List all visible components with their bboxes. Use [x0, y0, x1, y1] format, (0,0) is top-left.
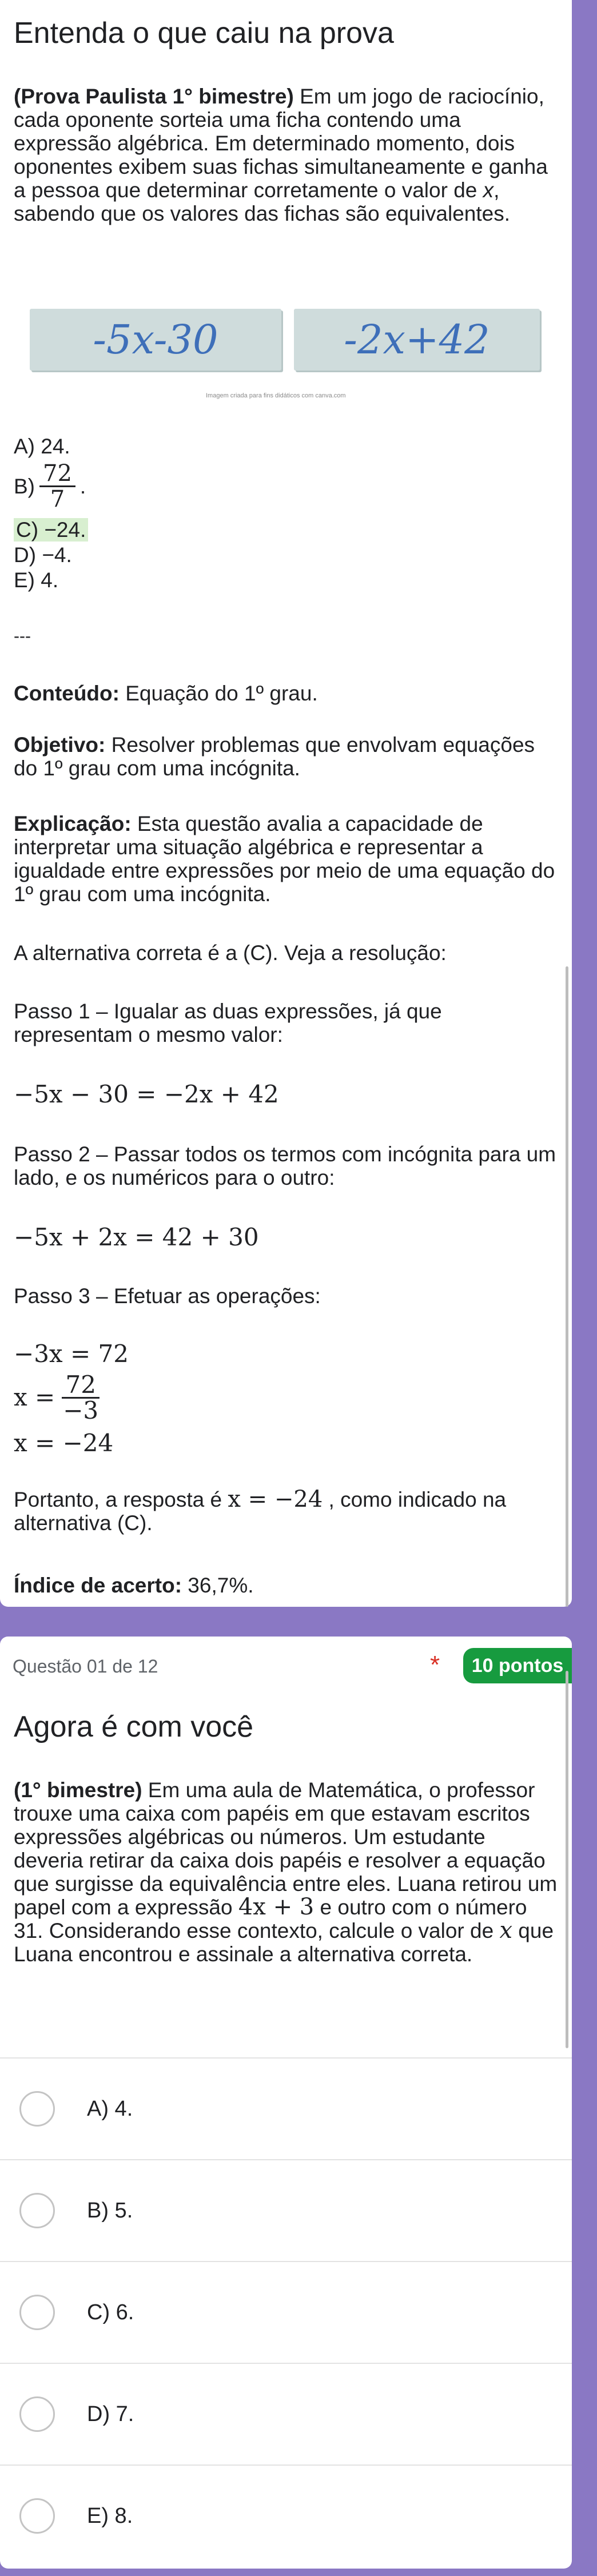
- answer-option-d[interactable]: [0, 2364, 572, 2464]
- objective-label: Objetivo:: [14, 733, 106, 757]
- step-2: Passo 2 – Passar todos os termos com incógnita para um lado, e os numéricos para o outro:: [14, 1142, 556, 1189]
- question-counter: Questão 01 de 12: [13, 1656, 158, 1677]
- step-3-line-3: x = −24: [14, 1429, 114, 1457]
- option-label: B) 5.: [87, 2198, 133, 2223]
- radio-button[interactable]: [19, 2396, 55, 2432]
- question-statement: [14, 1778, 558, 1966]
- answer-option-b[interactable]: [0, 2160, 572, 2261]
- question-end: , sabendo que os valores das fichas são equivalentes.: [14, 178, 511, 225]
- question-text: Em uma aula de Matemática, o professor trouxe uma caixa com papéis em que estavam escritos expressões algébricas ou números. Um estudante deveria retirar da caixa dois papéis e resolver a equação que surgisse da equivalência entre eles. Luana retirou um papel com a expressão: [14, 1778, 558, 1919]
- objective-line: [14, 733, 558, 780]
- fraction-denominator: 7: [50, 485, 65, 512]
- radio-button[interactable]: [19, 2193, 55, 2228]
- success-rate-value: 36,7%.: [182, 1574, 254, 1597]
- conclusion: [14, 1488, 558, 1535]
- step-3-line-1: −3x = 72: [14, 1340, 129, 1368]
- required-asterisk-icon: *: [430, 1651, 440, 1679]
- conclusion-end: , como indicado na alternativa (C).: [14, 1488, 507, 1535]
- step-3-lhs: x =: [14, 1383, 55, 1411]
- question-variable: x: [483, 178, 494, 202]
- question-text: Em um jogo de raciocínio, cada oponente sorteia uma ficha contendo uma expressão algébrica. Em determinado momento, dois oponentes exibem suas fichas simultaneamente e ganha a pessoa que determinar corretamente o valor de: [14, 85, 548, 202]
- question-title: Agora é com você: [14, 1710, 254, 1743]
- alternative-b: [14, 457, 558, 515]
- question-statement: [14, 85, 558, 225]
- alternative-a: A) 24.: [14, 435, 70, 458]
- separator: ---: [14, 627, 31, 646]
- success-rate-label: Índice de acerto:: [14, 1574, 182, 1597]
- fraction-denominator: −3: [63, 1396, 99, 1424]
- step-1-equation: −5x − 30 = −2x + 42: [14, 1080, 279, 1108]
- answer-option-c[interactable]: [0, 2262, 572, 2363]
- image-credit: Imagem criada para fins didáticos com canva.com: [206, 392, 346, 399]
- alternative-b-suffix: .: [79, 474, 86, 498]
- radio-button[interactable]: [19, 2091, 55, 2127]
- radio-button[interactable]: [19, 2498, 55, 2534]
- question-source: (Prova Paulista 1° bimestre): [14, 85, 294, 108]
- alternative-e: E) 4.: [14, 568, 59, 592]
- question-middle: e outro com o número 31. Considerando esse contexto, calcule o valor de: [14, 1896, 527, 1942]
- correct-alternative-highlight: C) −24.: [14, 518, 88, 542]
- expression-tile-right: -2x+42: [294, 309, 540, 371]
- question-variable: x: [499, 1917, 513, 1944]
- answer-option-a[interactable]: [0, 2059, 572, 2159]
- points-badge: 10 pontos: [463, 1648, 572, 1683]
- resolution-intro: A alternativa correta é a (C). Veja a resolução:: [14, 941, 447, 965]
- card-scrollbar[interactable]: [566, 966, 568, 1607]
- fraction-numerator: 72: [62, 1373, 99, 1399]
- alternative-d: D) −4.: [14, 543, 72, 567]
- option-label: E) 8.: [87, 2503, 133, 2528]
- success-rate: [14, 1574, 558, 1597]
- card-scrollbar[interactable]: [566, 1671, 568, 2048]
- fraction-numerator: 72: [39, 461, 75, 487]
- alternative-c: [14, 518, 558, 542]
- radio-button[interactable]: [19, 2295, 55, 2330]
- option-label: C) 6.: [87, 2300, 134, 2324]
- step-1: Passo 1 – Igualar as duas expressões, já que representam o mesmo valor:: [14, 1000, 442, 1046]
- conclusion-start: Portanto, a resposta é: [14, 1488, 228, 1511]
- question-source: (1° bimestre): [14, 1778, 142, 1802]
- explanation-label: Explicação:: [14, 812, 132, 835]
- explanation-line: [14, 812, 558, 906]
- content-text: Equação do 1º grau.: [119, 682, 318, 705]
- option-label: A) 4.: [87, 2096, 133, 2121]
- alternative-b-prefix: B): [14, 474, 35, 498]
- explanation-text: Esta questão avalia a capacidade de interpretar uma situação algébrica e representar a igualdade entre expressões por meio de uma equação do 1º grau com uma incógnita.: [14, 812, 555, 906]
- expression-tile-left: -5x-30: [30, 309, 281, 371]
- objective-text: Resolver problemas que envolvam equações do 1º grau com uma incógnita.: [14, 733, 535, 780]
- section-title: Entenda o que caiu na prova: [14, 17, 394, 50]
- step-2-equation: −5x + 2x = 42 + 30: [14, 1223, 259, 1251]
- answer-option-e[interactable]: [0, 2466, 572, 2566]
- step-3: Passo 3 – Efetuar as operações:: [14, 1284, 321, 1308]
- option-label: D) 7.: [87, 2402, 134, 2426]
- question-expression: 4x + 3: [238, 1894, 315, 1920]
- step-3-fraction: [59, 1370, 102, 1424]
- content-label: Conteúdo:: [14, 682, 120, 705]
- step-3-line-2: [14, 1369, 558, 1426]
- question-card: [0, 1637, 572, 2569]
- content-line: [14, 682, 558, 705]
- alternative-b-fraction: [39, 461, 75, 511]
- question-end: que Luana encontrou e assinale a alternativa correta.: [14, 1919, 554, 1966]
- conclusion-math: x = −24: [228, 1486, 323, 1512]
